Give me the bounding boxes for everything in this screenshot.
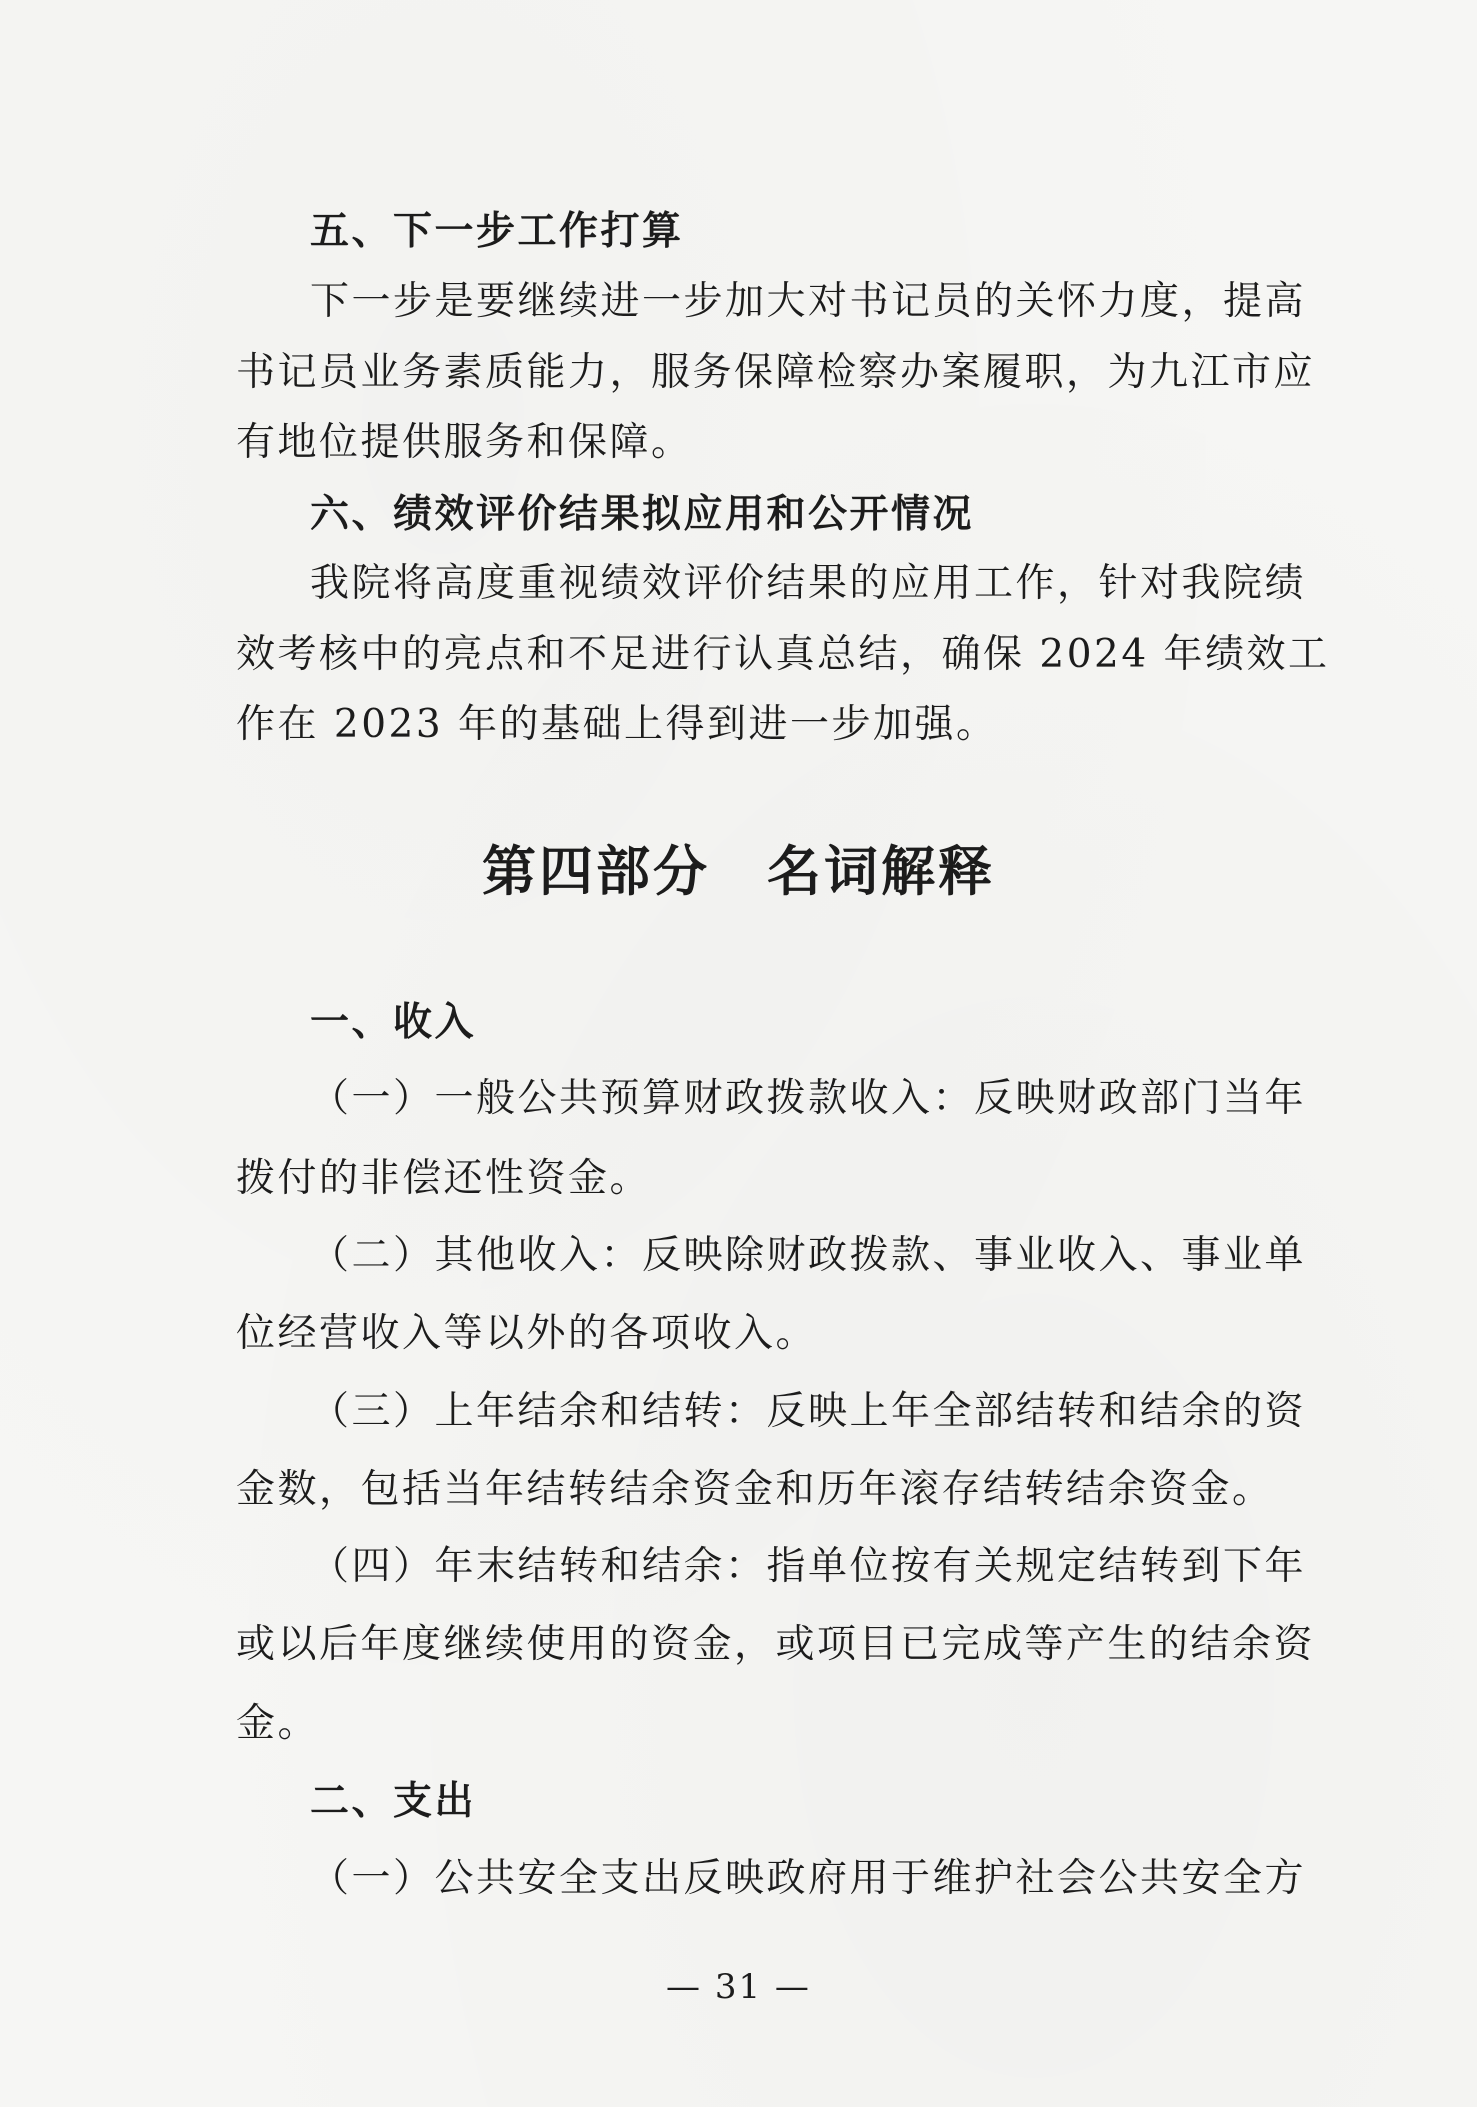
- paragraph-line: 下一步是要继续进一步加大对书记员的关怀力度，提高: [310, 279, 1307, 324]
- section-heading: 五、下一步工作打算: [310, 208, 684, 254]
- paragraph-line: 位经营收入等以外的各项收入。: [236, 1311, 818, 1356]
- paragraph-line: 金。: [236, 1701, 320, 1746]
- paragraph-line: （二）其他收入：反映除财政拨款、事业收入、事业单: [310, 1233, 1307, 1278]
- paragraph-line: 作在 2023 年的基础上得到进一步加强。: [236, 702, 998, 747]
- page-number: — 31 —: [666, 1967, 811, 2007]
- paragraph-line: 效考核中的亮点和不足进行认真总结，确保 2024 年绩效工: [236, 632, 1330, 677]
- paragraph-line: 拨付的非偿还性资金。: [236, 1156, 652, 1201]
- section-heading: 二、支出: [310, 1778, 477, 1824]
- part-title: 第四部分 名词解释: [482, 839, 995, 903]
- paragraph-line: 书记员业务素质能力，服务保障检察办案履职，为九江市应: [236, 350, 1316, 395]
- paragraph-line: （三）上年结余和结转：反映上年全部结转和结余的资: [310, 1389, 1307, 1434]
- paragraph-line: 我院将高度重视绩效评价结果的应用工作，针对我院绩: [310, 561, 1307, 606]
- paragraph-line: （四）年末结转和结余：指单位按有关规定结转到下年: [310, 1544, 1307, 1589]
- paragraph-line: 或以后年度继续使用的资金，或项目已完成等产生的结余资: [236, 1622, 1316, 1667]
- paragraph-line: 金数，包括当年结转结余资金和历年滚存结转结余资金。: [236, 1467, 1274, 1512]
- section-heading: 六、绩效评价结果拟应用和公开情况: [310, 491, 975, 537]
- paragraph-line: （一）一般公共预算财政拨款收入：反映财政部门当年: [310, 1076, 1307, 1121]
- section-heading: 一、收入: [310, 999, 477, 1045]
- paragraph-line: 有地位提供服务和保障。: [236, 420, 693, 465]
- paragraph-line: （一）公共安全支出反映政府用于维护社会公共安全方: [310, 1856, 1307, 1901]
